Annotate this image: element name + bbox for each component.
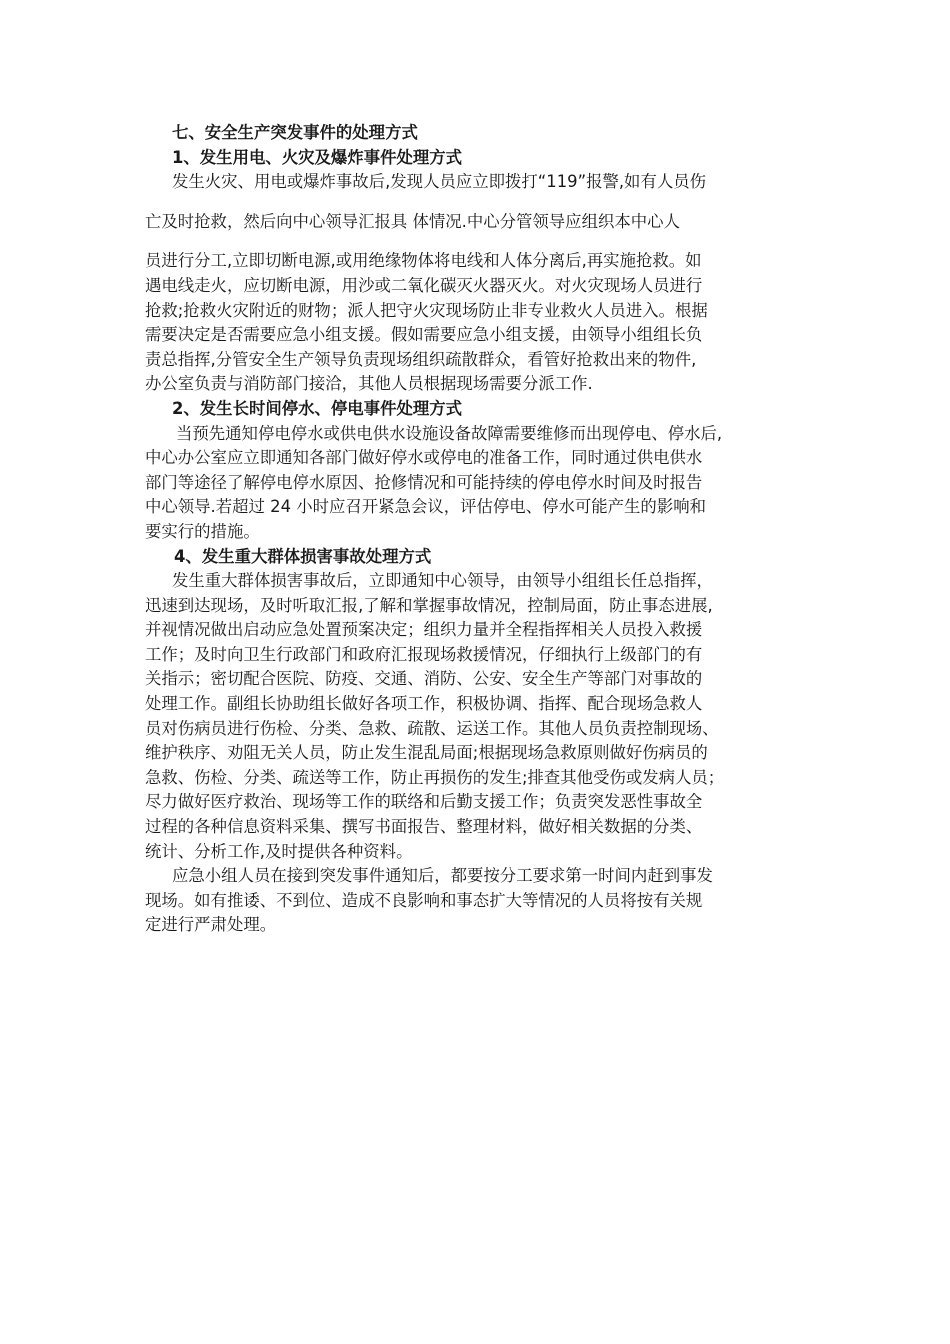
section2-line: 部门等途径了解停电停水原因、抢修情况和可能持续的停电停水时间及时报告 (145, 472, 703, 492)
section4-line: 急救、伤检、分类、疏送等工作，防止再损伤的发生;排查其他受伤或发病人员； (145, 767, 725, 787)
section1-line: 办公室负责与消防部门接洽，其他人员根据现场需要分派工作. (145, 374, 593, 394)
section2-heading: 2、发生长时间停水、停电事件处理方式 (172, 398, 463, 418)
section1-line: 责总指挥,分管安全生产领导负责现场组织疏散群众，看管好抢救出来的物件, (145, 349, 697, 369)
section1-line: 需要决定是否需要应急小组支援。假如需要应急小组支援，由领导小组组长负 (145, 325, 703, 345)
closing-line: 定进行严肃处理。 (145, 915, 277, 935)
section4-line: 统计、分析工作,及时提供各种资料。 (145, 841, 413, 861)
section2-line: 要实行的措施。 (145, 521, 260, 541)
section4-line: 尽力做好医疗救治、现场等工作的联络和后勤支援工作；负责突发恶性事故全 (145, 792, 703, 812)
section2-line: 中心办公室应立即通知各部门做好停水或停电的准备工作，同时通过供电供水 (145, 448, 703, 468)
section1-line: 员进行分工,立即切断电源,或用绝缘物体将电线和人体分离后,再实施抢救。如 (145, 251, 702, 271)
closing-line: 现场。如有推诿、不到位、造成不良影响和事态扩大等情况的人员将按有关规 (145, 890, 703, 910)
section4-line: 工作；及时向卫生行政部门和政府汇报现场救援情况，仔细执行上级部门的有 (145, 644, 703, 664)
section4-heading: 4、发生重大群体损害事故处理方式 (174, 546, 432, 566)
section1-heading: 1、发生用电、火灾及爆炸事件处理方式 (172, 147, 463, 167)
section4-line: 迅速到达现场，及时听取汇报,了解和掌握事故情况，控制局面，防止事态进展, (145, 595, 713, 615)
document-page (145, 121, 825, 938)
closing-line: 应急小组人员在接到突发事件通知后，都要按分工要求第一时间内赶到事发 (172, 866, 713, 886)
section1-line: 抢救;抢救火灾附近的财物；派人把守火灾现场防止非专业救火人员进入。根据 (145, 300, 708, 320)
section4-line: 处理工作。副组长协助组长做好各项工作，积极协调、指挥、配合现场急救人 (145, 694, 703, 714)
section4-line: 关指示；密切配合医院、防疫、交通、消防、公安、安全生产等部门对事故的 (145, 669, 703, 689)
section1-line: 遇电线走火，应切断电源，用沙或二氧化碳灭火器灭火。对火灾现场人员进行 (145, 275, 703, 295)
section2-line: 中心领导.若超过 24 小时应召开紧急会议，评估停电、停水可能产生的影响和 (145, 497, 706, 517)
section1-line: 亡及时抢救，然后向中心领导汇报具 体情况.中心分管领导应组织本中心人 (145, 211, 680, 231)
section1-line: 发生火灾、用电或爆炸事故后,发现人员应立即拨打“119”报警,如有人员伤 (172, 172, 707, 192)
section4-line: 维护秩序、劝阻无关人员，防止发生混乱局面;根据现场急救原则做好伤病员的 (145, 743, 708, 763)
section2-line: 当预先通知停电停水或供电供水设施设备故障需要维修而出现停电、停水后, (176, 423, 723, 443)
section-title: 七、安全生产突发事件的处理方式 (172, 123, 418, 142)
section4-line: 发生重大群体损害事故后，立即通知中心领导，由领导小组组长任总指挥， (172, 571, 713, 591)
section4-line: 过程的各种信息资料采集、撰写书面报告、整理材料，做好相关数据的分类、 (145, 817, 703, 837)
section4-line: 员对伤病员进行伤检、分类、急救、疏散、运送工作。其他人员负责控制现场、 (145, 718, 719, 738)
section4-line: 并视情况做出启动应急处置预案决定；组织力量并全程指挥相关人员投入救援 (145, 620, 703, 640)
